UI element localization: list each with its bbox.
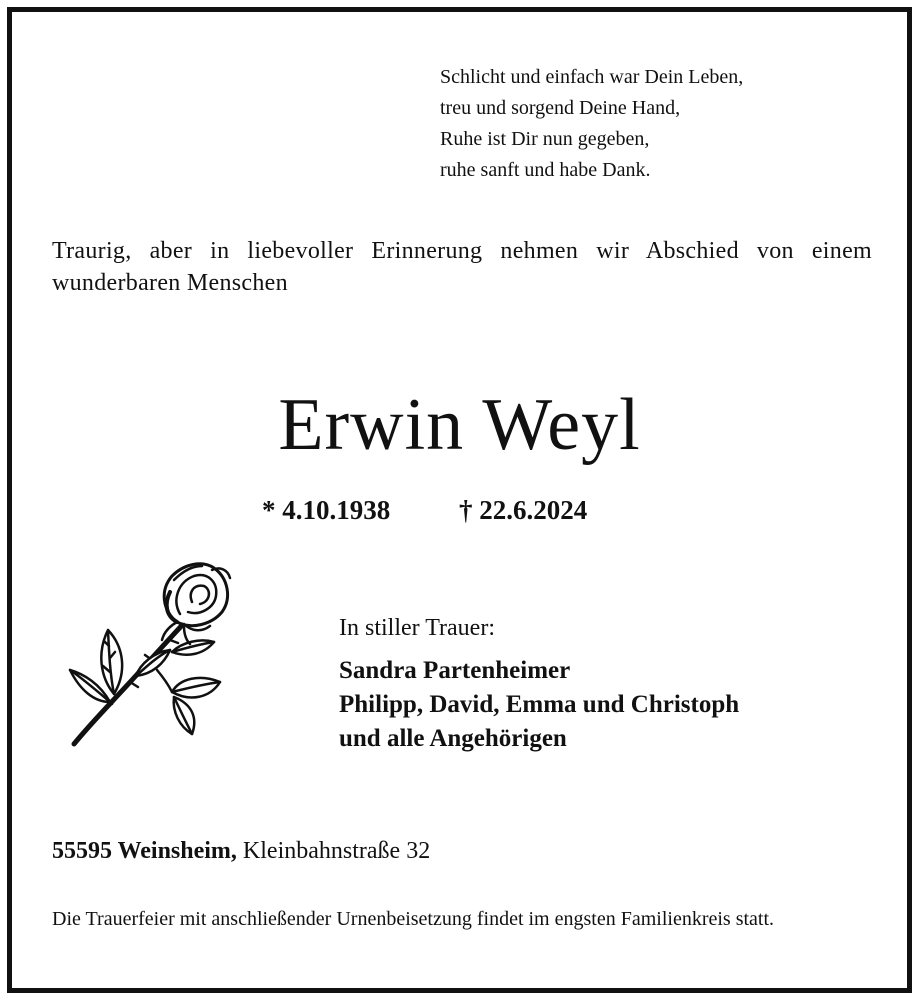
intro-text: Traurig, aber in liebevoller Erinnerung nehmen wir Abschied von einem wunderbaren Menschen: [52, 238, 872, 296]
mourners-names: [339, 654, 739, 756]
birth-date: * 4.10.1938: [262, 495, 391, 525]
mourner-line: und alle Angehörigen: [339, 725, 567, 752]
funeral-note: Die Trauerfeier mit anschließender Urnenbeisetzung findet im engsten Familienkreis statt.: [52, 908, 775, 930]
deceased-name: Erwin Weyl: [278, 384, 641, 466]
mourners-block: [339, 612, 739, 756]
mourner-line: Sandra Partenheimer: [339, 657, 571, 684]
poem: [440, 62, 743, 186]
address: [52, 835, 430, 867]
poem-line: Ruhe ist Dir nun gegeben,: [440, 128, 650, 150]
mourners-lead: In stiller Trauer:: [339, 615, 495, 641]
poem-line: ruhe sanft und habe Dank.: [440, 159, 651, 181]
address-street: Kleinbahnstraße 32: [242, 838, 431, 864]
rose-icon: [52, 552, 237, 752]
death-date: † 22.6.2024: [459, 495, 588, 525]
life-dates: [262, 495, 587, 526]
poem-line: Schlicht und einfach war Dein Leben,: [440, 66, 744, 88]
mourner-line: Philipp, David, Emma und Christoph: [339, 691, 740, 718]
poem-line: treu und sorgend Deine Hand,: [440, 97, 681, 119]
obituary-notice: [7, 7, 912, 993]
address-place: 55595 Weinsheim,: [52, 838, 237, 864]
